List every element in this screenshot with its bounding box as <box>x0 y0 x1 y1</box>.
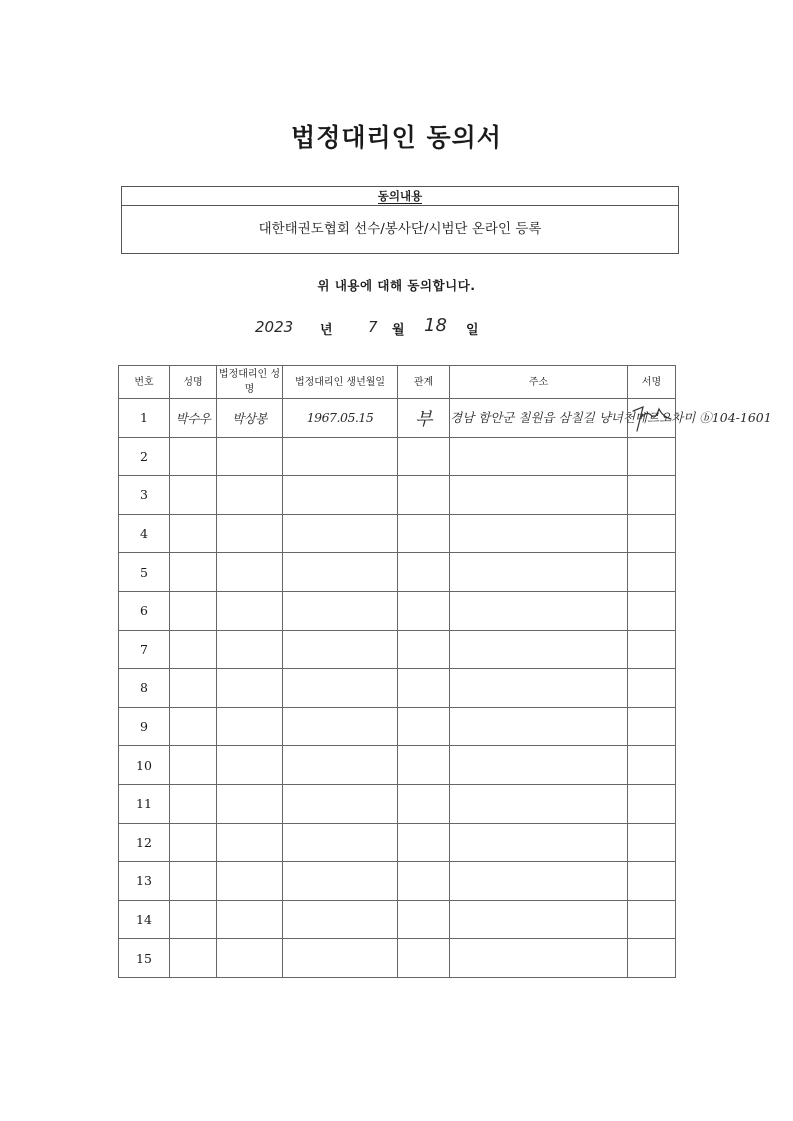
row-number: 5 <box>119 553 170 592</box>
row-number: 8 <box>119 669 170 708</box>
table-row <box>119 514 676 553</box>
table-row <box>119 707 676 746</box>
consent-body: 대한태권도협회 선수/봉사단/시범단 온라인 등록 <box>258 221 542 237</box>
row-number: 15 <box>119 939 170 978</box>
header-address: 주소 <box>450 366 628 399</box>
student-name: 박수우 <box>170 399 217 438</box>
date-day-label: 일 <box>466 323 479 338</box>
date-month-label: 월 <box>392 323 405 338</box>
date-year: 2023 <box>255 318 294 336</box>
row-number: 4 <box>119 514 170 553</box>
date-day: 18 <box>424 315 447 336</box>
consent-header: 동의내용 <box>122 187 678 206</box>
table-row <box>119 669 676 708</box>
relation: 부 <box>398 399 450 438</box>
table-row <box>119 784 676 823</box>
table-row <box>119 437 676 476</box>
header-guardian-name: 법정대리인 성명 <box>217 366 283 399</box>
address: 경남 함안군 칠원읍 삼칠길 냥녀천메르오차미 ⓑ104-1601 <box>450 399 628 438</box>
table-row <box>119 476 676 515</box>
row-number: 13 <box>119 862 170 901</box>
row-number: 6 <box>119 591 170 630</box>
consent-box <box>121 186 679 254</box>
row-number: 7 <box>119 630 170 669</box>
table-header-row <box>119 366 676 399</box>
row-number: 10 <box>119 746 170 785</box>
document-title: 법정대리인 동의서 <box>291 123 502 152</box>
table-row <box>119 900 676 939</box>
header-relation: 관계 <box>398 366 450 399</box>
table-row <box>119 939 676 978</box>
table-row <box>119 553 676 592</box>
row-number: 1 <box>119 399 170 438</box>
header-name: 성명 <box>170 366 217 399</box>
row-number: 12 <box>119 823 170 862</box>
table-row <box>119 862 676 901</box>
date-row <box>0 316 793 340</box>
table-row <box>119 630 676 669</box>
registration-table <box>118 365 772 978</box>
header-signature: 서명 <box>628 366 676 399</box>
table-row <box>119 746 676 785</box>
guardian-name: 박상봉 <box>217 399 283 438</box>
date-year-label: 년 <box>320 323 333 338</box>
agree-statement: 위 내용에 대해 동의합니다. <box>317 278 476 293</box>
table-row <box>119 823 676 862</box>
row-number: 9 <box>119 707 170 746</box>
row-number: 3 <box>119 476 170 515</box>
header-no: 번호 <box>119 366 170 399</box>
table-row <box>119 591 676 630</box>
row-number: 2 <box>119 437 170 476</box>
date-month: 7 <box>368 318 378 336</box>
guardian-birthdate: 1967.05.15 <box>283 399 398 438</box>
row-number: 11 <box>119 784 170 823</box>
table-row <box>119 399 676 438</box>
header-guardian-birth: 법정대리인 생년월일 <box>283 366 398 399</box>
row-number: 14 <box>119 900 170 939</box>
